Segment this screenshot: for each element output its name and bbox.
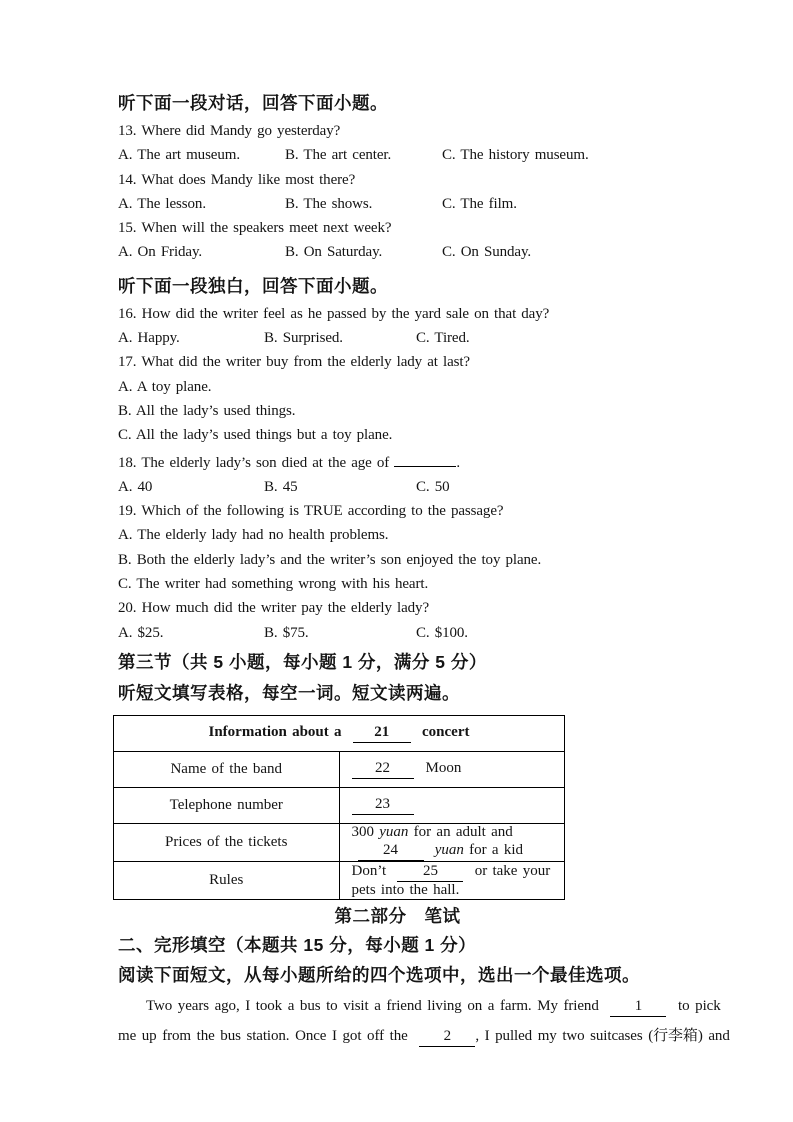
part2-section-title: 二、完形填空（本题共 15 分，每小题 1 分） — [118, 934, 477, 955]
option-17-b: B. All the lady’s used things. — [118, 402, 296, 419]
price-middle-text: for an adult and — [413, 823, 513, 840]
answer-blank-25: 25 — [397, 862, 463, 882]
cloze-line2-post: , I pulled my two suitcases (行李箱) and — [475, 1027, 730, 1044]
cloze-paragraph-line-1 — [118, 991, 721, 1021]
option-14-a: A. The lesson. — [118, 195, 206, 212]
question-13: 13. Where did Mandy go yesterday? — [118, 123, 341, 139]
option-18-c: C. 50 — [416, 478, 450, 495]
option-18-b: B. 45 — [264, 478, 298, 495]
option-17-a: A. A toy plane. — [118, 378, 212, 395]
table-row-rules — [114, 861, 565, 899]
question-14-options — [118, 192, 677, 216]
price-kid-text: for a kid — [469, 841, 523, 858]
table-label-prices: Prices of the tickets — [114, 823, 340, 861]
table-header-row — [114, 715, 565, 751]
question-16: 16. How did the writer feel as he passed by the yard sale on that day? — [118, 305, 550, 322]
question-16-options — [118, 326, 677, 350]
option-15-c: C. On Sunday. — [442, 244, 532, 261]
cloze-blank-2: 2 — [419, 1027, 475, 1047]
option-18-a: A. 40 — [118, 478, 153, 495]
dialogue-section-heading: 听下面一段对话，回答下面小题。 — [118, 93, 388, 113]
cloze-line1-pre: Two years ago, I took a bus to visit a friend living on a farm. My friend — [146, 997, 599, 1014]
section3-instruction: 听短文填写表格，每空一词。短文读两遍。 — [118, 682, 460, 703]
listening-fill-table — [113, 715, 565, 900]
question-17: 17. What did the writer buy from the elderly lady at last? — [118, 354, 470, 371]
section3-heading: 第三节（共 5 小题，每小题 1 分，满分 5 分） — [118, 651, 487, 672]
option-16-a: A. Happy. — [118, 330, 180, 347]
table-header-cell — [114, 715, 565, 751]
option-13-c: C. The history museum. — [442, 147, 589, 164]
question-18-period: . — [456, 454, 460, 471]
option-14-b: B. The shows. — [285, 195, 373, 212]
rules-post-text: or take your pets into the hall. — [351, 862, 551, 898]
answer-blank-21: 21 — [353, 723, 411, 743]
option-16-c: C. Tired. — [416, 330, 470, 347]
answer-blank-23: 23 — [352, 795, 414, 815]
option-19-c: C. The writer had something wrong with his heart. — [118, 576, 429, 593]
table-header-pre: Information about a — [208, 724, 342, 741]
question-18 — [118, 448, 677, 475]
yuan-italic-1: yuan — [379, 823, 409, 840]
table-header-post: concert — [422, 724, 470, 741]
option-13-b: B. The art center. — [285, 147, 392, 164]
option-19-a: A. The elderly lady had no health problems. — [118, 527, 389, 544]
question-15: 15. When will the speakers meet next week? — [118, 220, 392, 237]
option-15-b: B. On Saturday. — [285, 244, 383, 261]
cloze-line1-post: to pick — [678, 997, 721, 1014]
table-value-phone — [339, 787, 565, 823]
table-label-phone: Telephone number — [114, 787, 340, 823]
question-18-text: 18. The elderly lady’s son died at the age of — [118, 454, 390, 471]
answer-blank-22: 22 — [352, 759, 414, 779]
option-13-a: A. The art museum. — [118, 147, 240, 164]
question-14: 14. What does Mandy like most there? — [118, 171, 356, 188]
part2-instruction: 阅读下面短文，从每小题所给的四个选项中，选出一个最佳选项。 — [118, 964, 640, 985]
table-value-rules — [339, 861, 565, 899]
table-value-band — [339, 751, 565, 787]
option-14-c: C. The film. — [442, 195, 517, 212]
option-20-b: B. $75. — [264, 624, 309, 641]
table-value-prices — [339, 823, 565, 861]
option-20-c: C. $100. — [416, 624, 468, 641]
table-row-band — [114, 751, 565, 787]
question-13-options — [118, 143, 677, 167]
question-18-options — [118, 475, 677, 499]
band-name-suffix: Moon — [425, 760, 462, 777]
part2-title: 第二部分 笔试 — [334, 905, 461, 926]
option-17-c: C. All the lady’s used things but a toy plane. — [118, 427, 393, 444]
table-row-prices — [114, 823, 565, 861]
question-20: 20. How much did the writer pay the elderly lady? — [118, 600, 430, 617]
question-15-options — [118, 240, 677, 264]
rules-pre-text: Don’t — [351, 862, 387, 879]
cloze-paragraph-line-2 — [118, 1021, 730, 1051]
cloze-blank-1: 1 — [610, 997, 666, 1017]
table-row-phone — [114, 787, 565, 823]
cloze-line2-pre: me up from the bus station. Once I got off the — [118, 1027, 408, 1044]
option-16-b: B. Surprised. — [264, 330, 343, 347]
monologue-section-heading: 听下面一段独白，回答下面小题。 — [118, 275, 388, 296]
yuan-italic-2: yuan — [434, 841, 464, 858]
question-19: 19. Which of the following is TRUE according to the passage? — [118, 503, 504, 520]
table-label-band: Name of the band — [114, 751, 340, 787]
question-20-options — [118, 621, 677, 645]
answer-blank-18 — [394, 448, 456, 467]
answer-blank-24: 24 — [358, 841, 424, 861]
table-label-rules: Rules — [114, 861, 340, 899]
option-19-b: B. Both the elderly lady’s and the writer’s son enjoyed the toy plane. — [118, 551, 542, 568]
option-15-a: A. On Friday. — [118, 244, 203, 261]
option-20-a: A. $25. — [118, 624, 164, 641]
price-adult-amount: 300 — [351, 823, 374, 840]
